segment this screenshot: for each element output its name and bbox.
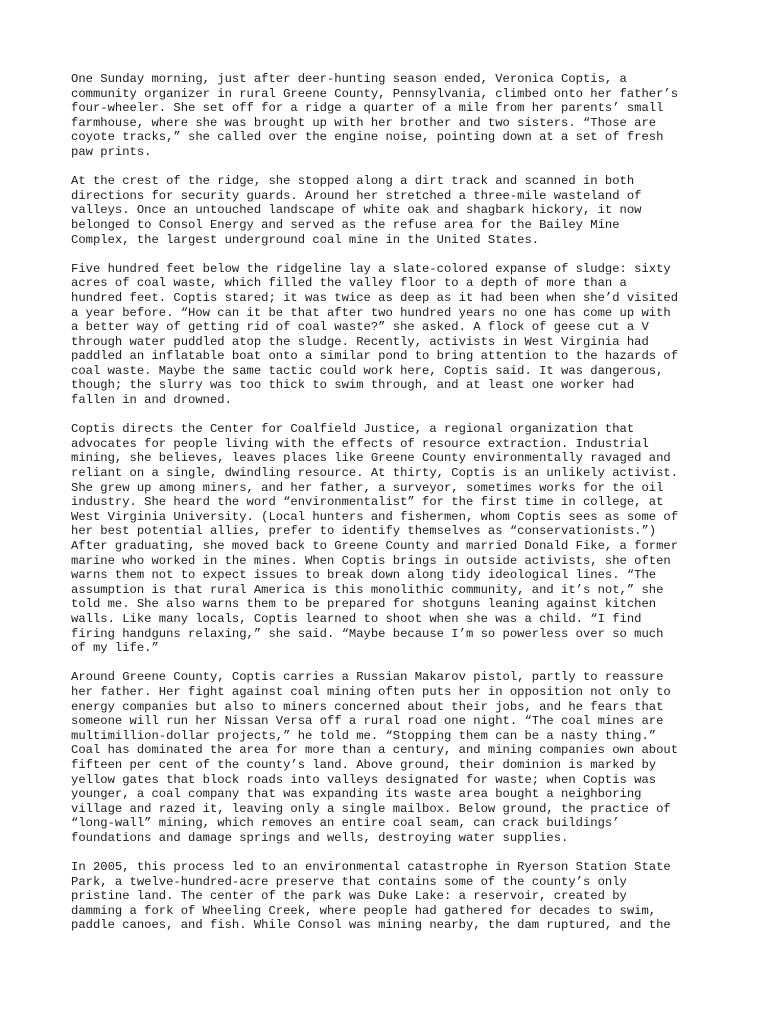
paragraph-line: coyote tracks,” she called over the engine noise, pointing down at a set of fresh: [71, 130, 664, 145]
paragraph-line: After graduating, she moved back to Greene County and married Donald Fike, a former: [71, 539, 679, 553]
paragraph-line: a year before. “How can it be that after two hundred years no one has come up with: [71, 305, 671, 320]
paragraph-line: advocates for people living with the effects of resource extraction. Industrial: [71, 436, 649, 451]
paragraph-line: paw prints.: [71, 144, 152, 159]
paragraph-line: energy companies but also to miners concerned about their jobs, and he fears that: [71, 699, 664, 714]
paragraph-line: fifteen per cent of the county’s land. Above ground, their dominion is marked by: [71, 757, 657, 772]
paragraph-line: her best potential allies, prefer to identify themselves as “conservationists.”): [71, 524, 657, 539]
paragraph-line: damming a fork of Wheeling Creek, where people had gathered for decades to swim,: [71, 903, 657, 918]
paragraph-6: [71, 860, 711, 933]
paragraph-line: Park, a twelve-hundred-acre preserve that contains some of the county’s only: [71, 874, 627, 889]
paragraph-line: community organizer in rural Greene County, Pennsylvania, climbed onto her father’s: [71, 86, 679, 101]
paragraph-line: someone will run her Nissan Versa off a rural road one night. “The coal mines are: [71, 714, 664, 729]
paragraph-line: valleys. Once an untouched landscape of white oak and shagbark hickory, it now: [71, 203, 642, 218]
paragraph-line: One Sunday morning, just after deer-hunting season ended, Veronica Coptis, a: [71, 72, 627, 86]
paragraph-5: [71, 670, 711, 845]
paragraph-line: paddle canoes, and fish. While Consol was mining nearby, the dam ruptured, and the: [71, 918, 671, 933]
paragraph-line: In 2005, this process led to an environmental catastrophe in Ryerson Station State: [71, 860, 671, 875]
paragraph-line: of my life.”: [71, 641, 159, 656]
paragraph-line: industry. She heard the word “environmentalist” for the first time in college, at: [71, 495, 664, 510]
paragraph-line: reliant on a single, dwindling resource. At thirty, Coptis is an unlikely activist.: [71, 466, 679, 481]
paragraph-line: acres of coal waste, which filled the valley floor to a depth of more than a: [71, 276, 627, 291]
paragraph-line: belonged to Consol Energy and served as the refuse area for the Bailey Mine: [71, 217, 620, 232]
paragraph-line: Coal has dominated the area for more than a century, and mining companies own about: [71, 743, 679, 758]
paragraph-line: Coptis directs the Center for Coalfield Justice, a regional organization that: [71, 422, 635, 437]
paragraph-line: walls. Like many locals, Coptis learned to shoot when she was a child. “I find: [71, 611, 642, 626]
paragraph-line: her father. Her fight against coal mining often puts her in opposition not only to: [71, 684, 671, 699]
paragraph-line: hundred feet. Coptis stared; it was twice as deep as it had been when she’d visited: [71, 290, 679, 305]
paragraph-line: Complex, the largest underground coal mine in the United States.: [71, 232, 540, 247]
paragraph-line: though; the slurry was too thick to swim through, and at least one worker had: [71, 378, 635, 393]
paragraph-line: mining, she believes, leaves places like Greene County environmentally ravaged and: [71, 451, 671, 466]
paragraph-line: West Virginia University. (Local hunters and fishermen, whom Coptis sees as some of: [71, 509, 679, 524]
paragraph-line: fallen in and drowned.: [71, 393, 232, 408]
paragraph-line: pristine land. The center of the park was Duke Lake: a reservoir, created by: [71, 889, 627, 904]
paragraph-line: farmhouse, where she was brought up with her brother and two sisters. “Those are: [71, 115, 657, 130]
paragraph-line: village and razed it, leaving only a single mailbox. Below ground, the practice of: [71, 801, 671, 816]
paragraph-line: told me. She also warns them to be prepared for shotguns leaning against kitchen: [71, 597, 657, 612]
paragraph-line: yellow gates that block roads into valleys designated for waste; when Coptis was: [71, 772, 657, 787]
paragraph-line: multimillion-dollar projects,” he told me. “Stopping them can be a nasty thing.”: [71, 728, 657, 743]
paragraph-line: She grew up among miners, and her father, a surveyor, sometimes works for the oil: [71, 480, 664, 495]
paragraph-line: directions for security guards. Around her stretched a three-mile wasteland of: [71, 188, 642, 203]
paragraph-line: paddled an inflatable boat onto a similar pond to bring attention to the hazards of: [71, 349, 679, 364]
paragraph-line: younger, a coal company that was expanding its waste area bought a neighboring: [71, 787, 642, 802]
paragraph-line: marine who worked in the mines. When Coptis brings in outside activists, she often: [71, 553, 671, 568]
paragraph-line: four-wheeler. She set off for a ridge a quarter of a mile from her parents’ small: [71, 101, 664, 116]
paragraph-line: At the crest of the ridge, she stopped along a dirt track and scanned in both: [71, 174, 635, 189]
document-page: [71, 72, 711, 948]
paragraph-line: coal waste. Maybe the same tactic could work here, Coptis said. It was dangerous,: [71, 363, 664, 378]
paragraph-4: [71, 422, 711, 656]
paragraph-line: Five hundred feet below the ridgeline lay a slate-colored expanse of sludge: sixty: [71, 261, 671, 276]
paragraph-3: [71, 262, 711, 408]
paragraph-line: warns them not to expect issues to break down along tidy ideological lines. “The: [71, 568, 657, 583]
paragraph-1: [71, 72, 711, 160]
paragraph-line: a better way of getting rid of coal waste?” she asked. A flock of geese cut a V: [71, 320, 649, 335]
paragraph-line: Around Greene County, Coptis carries a Russian Makarov pistol, partly to reassure: [71, 670, 664, 685]
paragraph-line: firing handguns relaxing,” she said. “Maybe because I’m so powerless over so much: [71, 626, 664, 641]
paragraph-line: foundations and damage springs and wells, destroying water supplies.: [71, 830, 569, 845]
paragraph-line: through water puddled atop the sludge. Recently, activists in West Virginia had: [71, 334, 649, 349]
paragraph-2: [71, 174, 711, 247]
paragraph-line: “long-wall” mining, which removes an entire coal seam, can crack buildings’: [71, 816, 620, 831]
paragraph-line: assumption is that rural America is this monolithic community, and it’s not,” she: [71, 582, 664, 597]
